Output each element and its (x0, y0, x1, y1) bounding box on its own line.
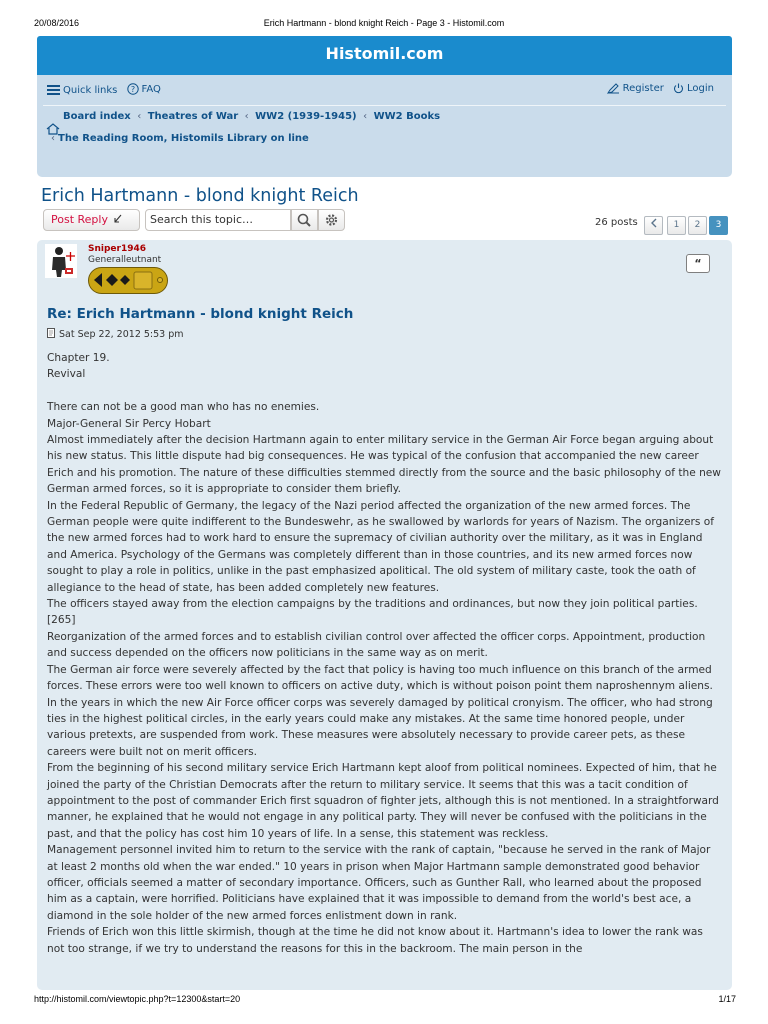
advanced-search-button[interactable] (318, 209, 345, 231)
post-title[interactable]: Re: Erich Hartmann - blond knight Reich (47, 306, 354, 322)
search-placeholder: Search this topic… (150, 213, 253, 226)
print-header (0, 0, 768, 30)
post-icon (47, 328, 56, 338)
chevron-left-icon (650, 218, 658, 228)
search-topic-input[interactable] (145, 209, 291, 231)
post-paragraph: The German air force were severely affected by the fact that policy is having too much influence on this branch of the armed forces. These errors were too well known to officers on active duty, which is without poison point them naproshennym aliens. In the years in which the new Air Force officer corps was severely damaged by political cronyism. The officer, who had strong ties in the highest political circles, in the early years could make any mistakes. At the same time honored people, under various pretexts, are suspended from work. These measures were absolutely necessary to provide career pets, as these careers were built not on merit officers. (47, 663, 713, 758)
post-reply-label: Post Reply (51, 213, 108, 226)
post-paragraph: In the Federal Republic of Germany, the legacy of the Nazi period affected the organization of the new armed forces. The German people were quite indifferent to the Bundeswehr, as he swallowed by warlords for years of Nazism. The organizers of the new armed forces had to work hard to ensure the supremacy of civilian authority over the military, as it was in England and America. Psychology of the Germans was completely different than in those countries, and its new armed forces now sought to play a role in politics, unlike in the past emphasized apolitical. The old system of military caste, took the oath of allegiance to the head of state, has been added completely new features. (47, 499, 714, 594)
register-link[interactable] (607, 83, 664, 94)
post-paragraph: Revival (47, 368, 86, 381)
post-date (47, 328, 184, 340)
login-label: Login (687, 83, 714, 94)
rank-insignia (88, 267, 168, 294)
breadcrumb-separator: ‹ (137, 111, 142, 122)
breadcrumb-ww2[interactable]: WW2 (1939-1945) (255, 111, 357, 122)
post-paragraph-gap (47, 383, 723, 399)
posts-count: 26 posts (595, 217, 638, 228)
reply-arrow-icon (113, 214, 123, 224)
page-link-1[interactable]: 1 (667, 216, 686, 235)
post-paragraph: The officers stayed away from the election campaigns by the traditions and ordinances, but now they join political parties. [265] (47, 598, 698, 627)
faq-link[interactable] (127, 83, 161, 95)
nav-divider (43, 105, 726, 106)
quote-icon: “ (694, 257, 702, 270)
print-url: http://histomil.com/viewtopic.php?t=12300&start=20 (34, 994, 241, 1004)
breadcrumb-reading-room[interactable]: The Reading Room, Histomils Library on line (58, 133, 309, 144)
pencil-icon (607, 83, 620, 94)
breadcrumb-ww2-books[interactable]: WW2 Books (373, 111, 441, 122)
navbar (37, 75, 732, 177)
breadcrumb-line-2 (51, 133, 309, 144)
print-page-number: 1/17 (718, 994, 736, 1004)
search-icon (292, 210, 317, 230)
post-paragraph: From the beginning of his second military service Erich Hartmann kept aloof from political nominees. Expected of him, that he joined the party of the Christian Democrats after the return to military service. It seems that this was a tacit condition of appointment to the post of commander Erich first squadron of fighter jets, although this is not mentioned. In a straightforward manner, he explained that he would not engage in any political party. They will never be confused with the politicians in the past, and that the policy has cost him 10 years of life. In a sense, this statement was reckless. (47, 762, 719, 840)
print-date: 20/08/2016 (34, 18, 80, 28)
topic-title[interactable]: Erich Hartmann - blond knight Reich (41, 186, 359, 206)
quick-links-menu[interactable] (47, 85, 117, 96)
svg-text:?: ? (130, 85, 135, 94)
post-paragraph: Management personnel invited him to return to the service with the rank of captain, "because he served in the rank of Major at least 2 months old when the war ended." 10 years in prison when Major Hartmann sample demonstrated good behavior officer, officials seemed a matter of secondary importance. Officers, such as Gunther Rall, who learned about the proposed him as a captain, were horrified. Politicians have explained that it was impossible to demand from the world's best ace, a diamond in the sole holder of the new armed forces enlistment down in rank. (47, 844, 711, 922)
login-link[interactable] (673, 83, 714, 94)
breadcrumb (63, 111, 440, 122)
breadcrumb-separator: ‹ (51, 133, 55, 144)
search-button[interactable] (291, 209, 318, 231)
post-body (47, 350, 723, 957)
faq-label: FAQ (141, 83, 161, 95)
site-name[interactable]: Histomil.com (325, 44, 444, 63)
register-label: Register (622, 83, 664, 94)
post-paragraph: Chapter 19. (47, 352, 110, 364)
quick-links-label: Quick links (63, 84, 118, 96)
post-reply-button[interactable] (43, 209, 140, 231)
post-paragraph: Almost immediately after the decision Hartmann again to enter military service in the German Air Force began arguing about his new status. This little dispute had big consequences. He was typical of the confusion that accompanied the new career Erich and his promotion. The nature of these difficulties stemmed directly from the source and the basic philosophy of the new German armed forces, so it is appropriate to consider them briefly. (47, 434, 721, 496)
gear-icon (319, 210, 344, 230)
post-paragraph: Friends of Erich won this little skirmish, though at the time he did not know about it. Hartmann's idea to lower the rank was not too strange, if we try to understand the reasons for this in the backroom. The main person in the (47, 926, 703, 955)
post-author-rank: Generalleutnant (88, 255, 162, 265)
post-date-text: Sat Sep 22, 2012 5:53 pm (59, 329, 184, 340)
prev-page-button[interactable] (644, 216, 663, 235)
breadcrumb-theatres-of-war[interactable]: Theatres of War (147, 111, 239, 122)
breadcrumb-separator: ‹ (363, 111, 368, 122)
post-paragraph: Reorganization of the armed forces and to establish civilian control over affected the officer corps. Appointment, production and success depended on the officers now politicians in the same way as on merit. (47, 630, 706, 660)
print-title: Erich Hartmann - blond knight Reich - Page 3 - Histomil.com (263, 18, 505, 28)
power-icon (673, 83, 684, 94)
breadcrumb-separator: ‹ (244, 111, 249, 122)
hamburger-icon (47, 85, 60, 95)
post-paragraph: There can not be a good man who has no enemies. (47, 401, 320, 414)
page-link-2[interactable]: 2 (688, 216, 707, 235)
breadcrumb-board-index[interactable]: Board index (63, 111, 131, 122)
user-avatar[interactable] (45, 244, 77, 278)
question-icon (127, 83, 139, 95)
page-link-current[interactable]: 3 (709, 216, 728, 235)
quote-button[interactable] (686, 254, 710, 273)
post-author[interactable]: Sniper1946 (88, 244, 147, 254)
post-paragraph: Major-General Sir Percy Hobart (47, 417, 211, 430)
print-footer (0, 994, 768, 1014)
